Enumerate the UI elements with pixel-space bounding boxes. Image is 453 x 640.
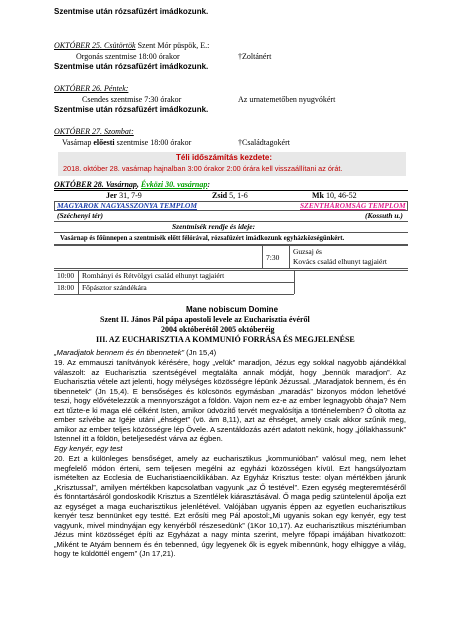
mass-time: Csendes szentmise 7:30 órakor <box>82 95 182 104</box>
dst-notice-title: Téli időszámítás kezdete: <box>176 153 273 162</box>
paragraph-19: 19. Az emmauszi tanítványok kérésére, hogy „velük” maradjon, Jézus egy sokkal nagyobb ajándékkal válaszolt: az Eucharisztia szentségével megtalálta annak módját, hogy „bennük maradjon”. Az Eucharisztia vétele azt jelenti, hogy mélységes közösségre lépünk Jézussal. „Maradjatok bennem, és én tibennetek” (Jn 15,4). E bensőséges és kölcsönös egymásban „maradás” bizonyos módon lehetővé teszi, hogy elővételezzük a mennyországot a földön. Vajon nem ez-e az ember legnagyobb óhaja? Nem ezt tűzte-e ki maga elé célként Isten, amikor üdvözítő tervét megvalósítja a történelemben? Ő oltotta az ember szívébe az Igéje utáni „éhséget” (vö. ám 8,11), azt az éhséget, amely csak akkor szűnik meg, amikor az ember teljes közösségre lép Övele. A szentáldozás azért adatott nekünk, hogy „jóllakhassunk” Istennel itt a földön, beteljesedést várva az égben. <box>54 358 406 444</box>
article-heading: Mane nobiscum Domine <box>186 305 279 314</box>
day-title-thursday <box>54 41 209 51</box>
table-cell-time: 18:00 <box>57 283 75 292</box>
rosary-note: Szentmise után rózsafüzért imádkozunk. <box>54 105 209 114</box>
day-saint: Szent Mór püspök, E.: <box>135 41 210 50</box>
mass-intention: †Zoltánért <box>238 52 272 61</box>
reading-2: Zsid 5, 1-6 <box>212 191 248 200</box>
table-cell-intention: Romhányi és Rétvölgyi család elhunyt tagjaiért <box>82 271 225 280</box>
rosary-note: Szentmise után rózsafüzért imádkozunk. <box>54 62 209 71</box>
sunday-title: OKTÓBER 28. Vasárnap, Évközi 30. vasárnap: <box>54 180 211 189</box>
mass-time: Vasárnap előesti szentmise 18:00 órakor <box>62 138 192 147</box>
quote-line: „Maradjatok bennem és én tibennetek” (Jn 15,4) <box>54 348 217 357</box>
table-cell-intention: Guzsaj és Kovács család elhunyt tagjaiért <box>290 246 409 269</box>
article-dates: 2004 októberétől 2005 októberéig <box>161 325 275 334</box>
mass-intention: †Családtagokért <box>238 138 290 147</box>
divider <box>54 294 294 295</box>
church-1-address: (Széchenyi tér) <box>57 211 104 220</box>
church-1: MAGYAROK NAGYASSZONYA TEMPLOM <box>57 201 198 210</box>
mass-time: Orgonás szentmise 18:00 órakor <box>76 52 180 61</box>
divider <box>54 232 408 233</box>
table-row <box>54 246 408 269</box>
dst-notice-text: 2018. október 28. vasárnap hajnalban 3:00 órakor 2:00 órára kell visszaállítani az órát. <box>63 164 343 173</box>
rosary-note: Szentmise után rózsafüzért imádkozunk. <box>54 7 209 16</box>
mass-intention: Az urnatemetőben nyugvókért <box>238 95 336 104</box>
subheading: Egy kenyér, egy test <box>54 444 123 453</box>
table-cell-empty <box>54 246 263 269</box>
reading-3: Mk 10, 46-52 <box>312 191 357 200</box>
table-cell-time: 10:00 <box>57 271 75 280</box>
mass-schedule-table <box>54 245 408 269</box>
church-2-address: (Kossuth u.) <box>365 211 403 220</box>
day-title-saturday: OKTÓBER 27. Szombat: <box>54 127 134 136</box>
day-date: OKTÓBER 25. Csütörtök <box>54 41 136 50</box>
column-divider <box>294 270 295 294</box>
church-2: SZENTHÁROMSÁG TEMPLOM <box>300 201 406 210</box>
table-cell-time: 7:30 <box>263 246 290 269</box>
order-note: Vasárnap és főünnepen a szentmisék előtt félórával, rózsafüzért imádkozunk egyházközségünkért. <box>60 235 345 242</box>
paragraph-20: 20. Ezt a különleges bensőséget, amely az eucharisztikus „kommunióban” valósul meg, nem lehet megfelelő módon érteni, sem teljesen megélni az egyházi közösségen kívül. Ezt hangsúlyoztam ismételten az Ecclesia de Eucharistiaenciklikában. Az Egyház Krisztus teste: olyan mértékben járunk „Krisztussal”, amilyen mértékben kapcsolatban vagyunk „az Ő testével”. Ezen egység megteremtéséről és fönntartásáról gondoskodik Krisztus a Szentlélek kiárasztásával. Ő maga pedig szüntelenül ápolja ezt az egységet a maga eucharisztikus jelenlétével. Valójában ugyanis éppen az egyetlen eucharisztikus kenyér tesz bennünket egy testté. Ezt erősíti meg Pál apostol:„Mi ugyanis sokan egy kenyér, egy test vagyunk, mivel mindnyájan egy kenyérből részesedünk” (1Kor 10,17). Az eucharisztikus misztériumban Jézus mint közösséget építi az Egyházat a nagy minta szerint, melyre főpapi imájában hivatkozott: „Miként te Atyám bennem és én tebenned, úgy legyenek ők is egyek mibennünk, hogy elhiggye a világ, hogy te küldöttél engem” (Jn 17,21). <box>54 454 406 559</box>
reading-1: Jer 31, 7-9 <box>106 191 142 200</box>
order-title: Szentmisék rendje és ideje: <box>172 222 256 231</box>
article-subheading: Szent II. János Pál pápa apostoli levele az Eucharisztia évéről <box>100 315 310 324</box>
day-title-friday: OKTÓBER 26. Péntek: <box>54 84 129 93</box>
article-section-title: III. AZ EUCHARISZTIA A KOMMUNIÓ FORRÁSA ÉS MEGJELENÉSE <box>96 335 355 344</box>
table-cell-intention: Főpásztor szándékára <box>82 283 147 292</box>
